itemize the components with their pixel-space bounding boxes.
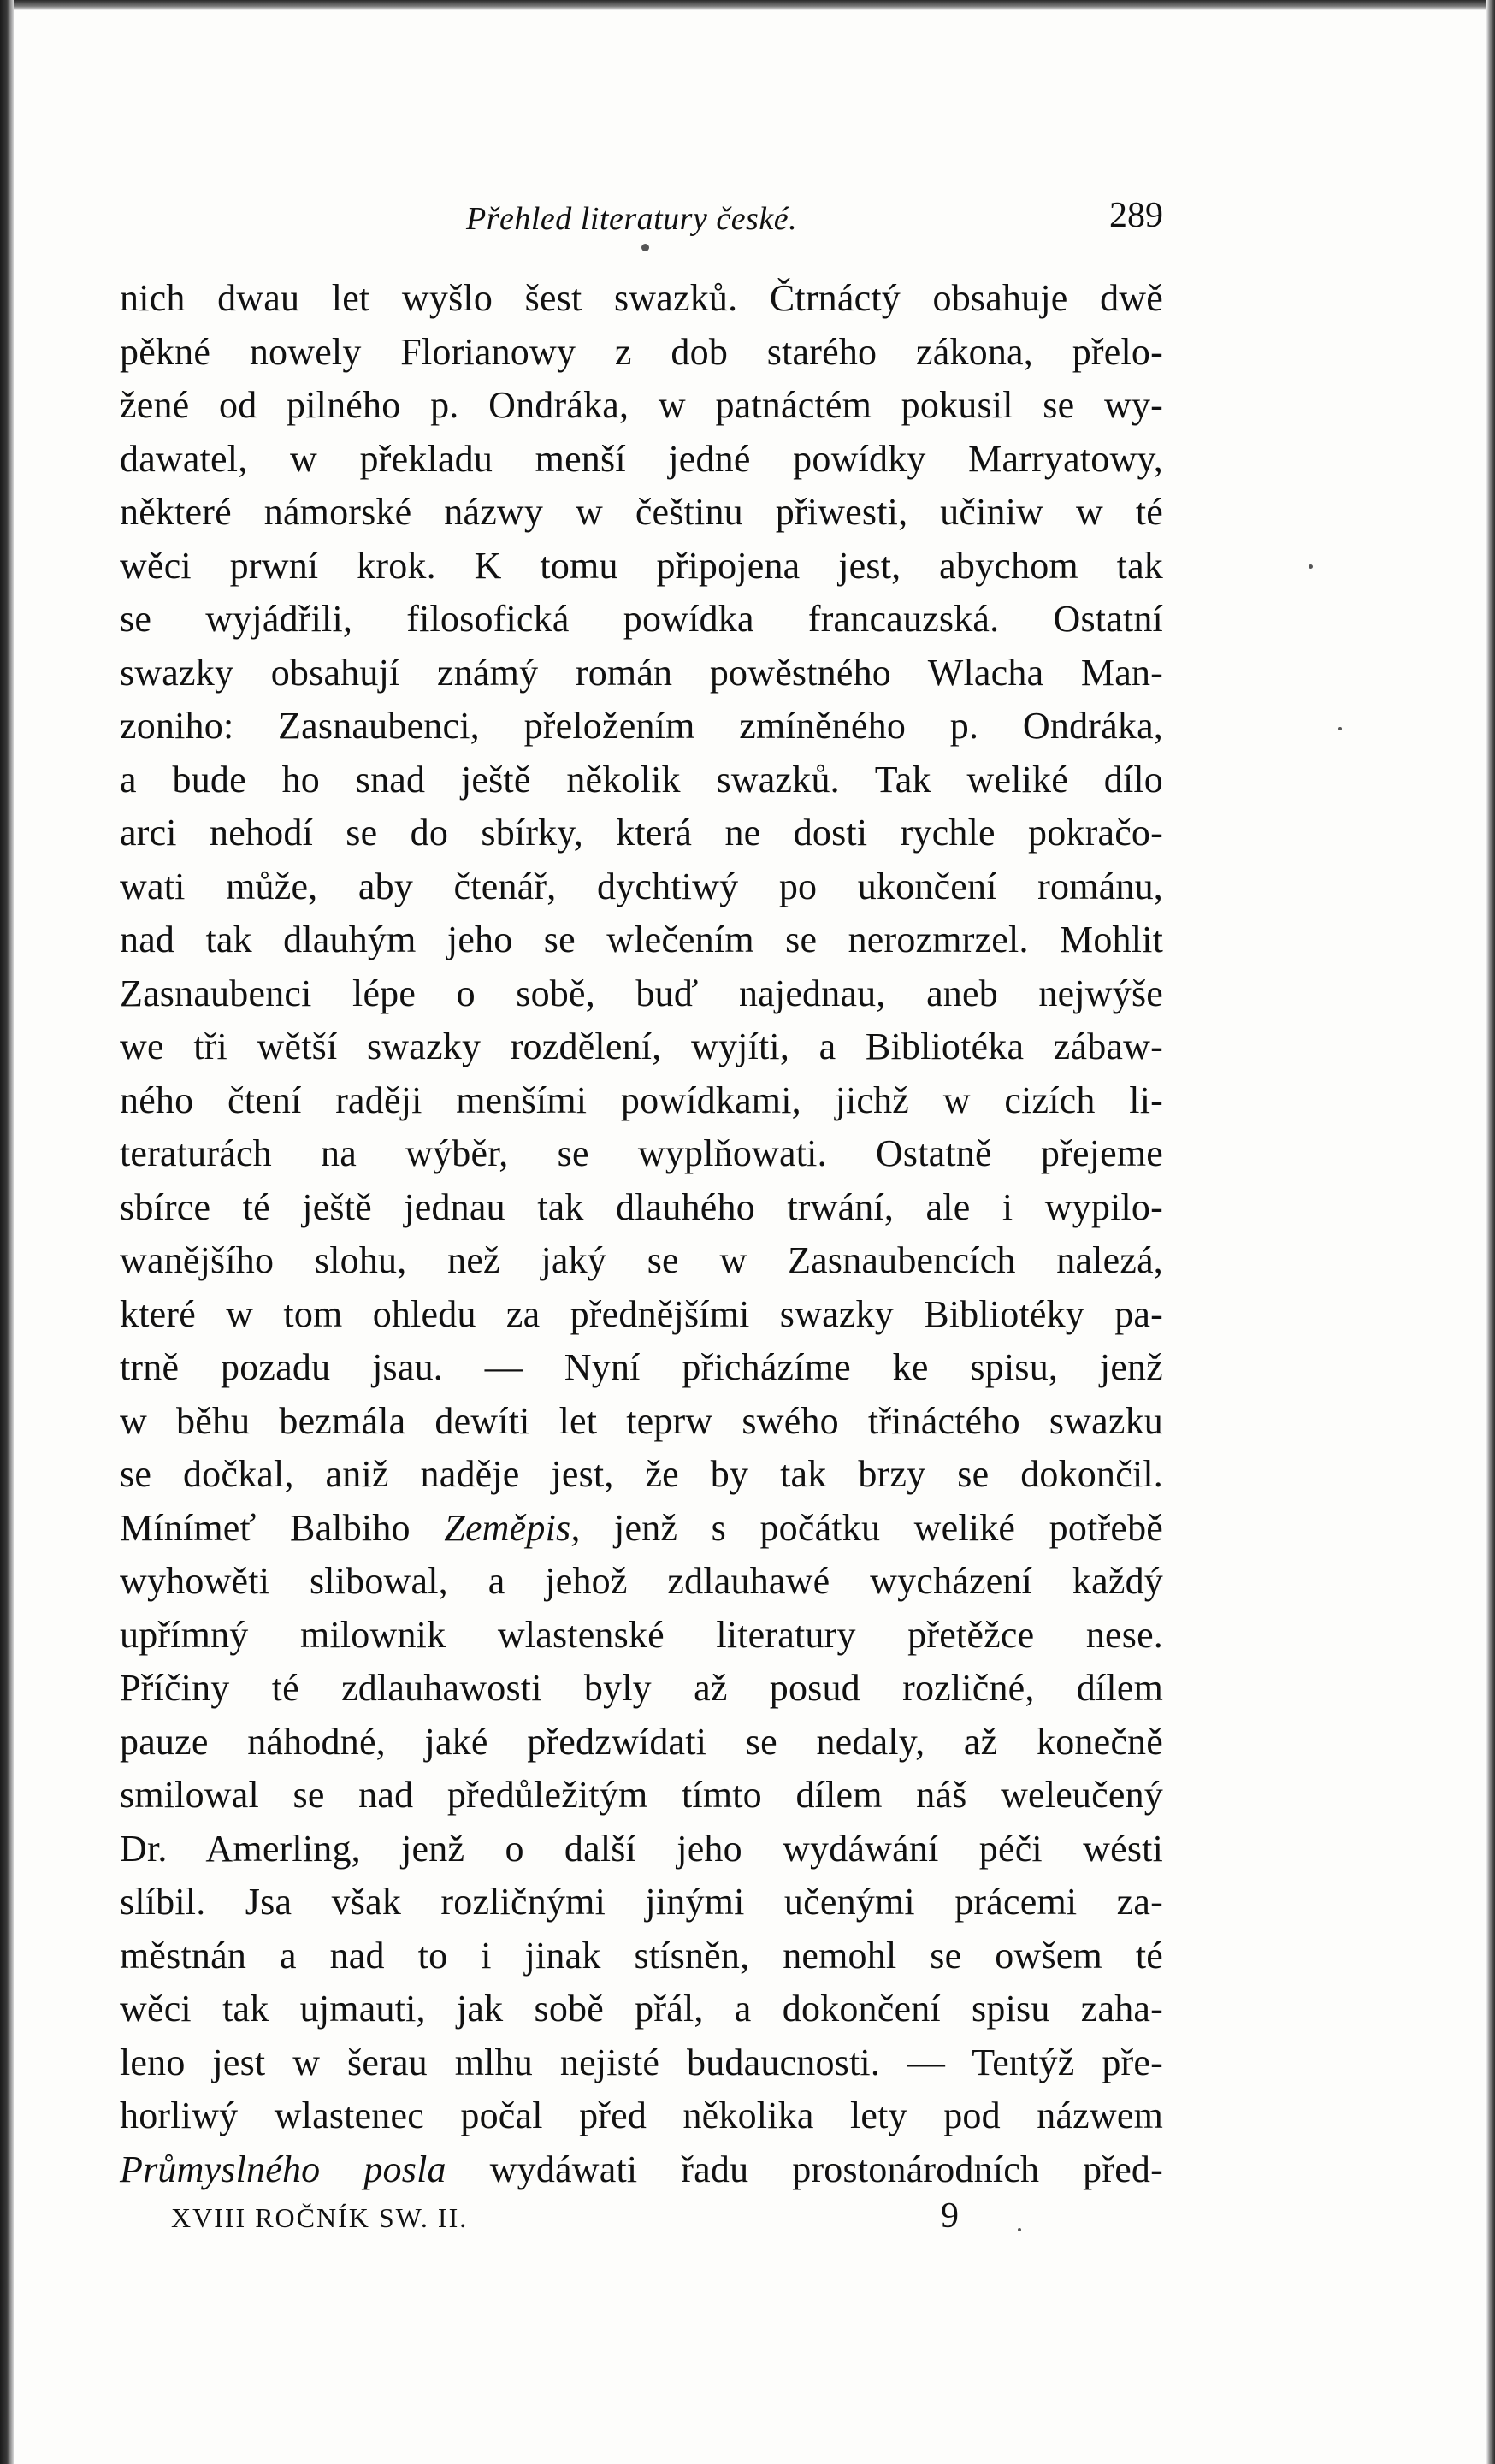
- text-line: Zasnaubenci lépe o sobě, buď najednau, aneb nejwýše: [120, 972, 1163, 1014]
- scan-border-top: [0, 0, 1495, 10]
- text-line: dawatel, w překladu menší jedné powídky Marryatowy,: [120, 437, 1163, 480]
- scan-border-right: [1486, 0, 1495, 2464]
- text-line: teraturách na wýběr, se wyplňowati. Ostatně přejeme: [120, 1132, 1163, 1174]
- text-line: wěci prwní krok. K tomu připojena jest, abychom tak: [120, 544, 1163, 587]
- text-line-with-italic: [120, 2143, 1163, 2197]
- text-line: slíbil. Jsa však rozličnými jinými učenými prácemi za-: [120, 1881, 1163, 1923]
- text-line: městnán a nad to i jinak stísněn, nemohl se owšem té: [120, 1934, 1163, 1977]
- text-line: we tři wětší swazky rozdělení, wyjíti, a Bibliotéka zábaw-: [120, 1025, 1163, 1067]
- page-footer: [171, 2196, 1026, 2254]
- text-line: horliwý wlastenec počal před několika lety pod názwem: [120, 2095, 1163, 2136]
- text-line: wěci tak ujmauti, jak sobě přál, a dokončení spisu zaha-: [120, 1988, 1163, 2030]
- running-title: Přehled literatury české.: [466, 201, 798, 237]
- text-line: žené od pilného p. Ondráka, w patnáctém pokusil se wy-: [120, 384, 1163, 426]
- text-line: ného čtení raději menšími powídkami, jichž w cizích li-: [120, 1078, 1163, 1121]
- text-line: Příčiny té zdlauhawosti byly až posud rozličné, dílem: [120, 1667, 1163, 1709]
- text-line: wanějšího slohu, než jaký se w Zasnaubencích nalezá,: [120, 1239, 1163, 1281]
- text-line: wyhowěti slibowal, a jehož zdlauhawé wycházení každý: [120, 1560, 1163, 1602]
- text-run: Mínímeť Balbiho: [120, 1506, 445, 1549]
- text-line: Dr. Amerling, jenž o další jeho wydáwání péči wésti: [120, 1827, 1163, 1870]
- printer-signature: XVIII ROČNÍK SW. II.: [171, 2202, 469, 2233]
- page-header: [120, 195, 1163, 255]
- text-line: swazky obsahují známý román powěstného Wlacha Man-: [120, 651, 1163, 694]
- text-line: a bude ho snad ještě několik swazků. Tak weliké dílo: [120, 758, 1163, 801]
- text-line: se dočkal, aniž naděje jest, že by tak brzy se dokončil.: [120, 1453, 1163, 1495]
- text-line: pěkné nowely Florianowy z dob starého zákona, přelo-: [120, 330, 1163, 373]
- text-line: wati může, aby čtenář, dychtiwý po ukončení románu,: [120, 865, 1163, 907]
- signature-mark: 9: [941, 2196, 959, 2236]
- text-line: zoniho: Zasnaubenci, přeložením zmíněného p. Ondráka,: [120, 705, 1163, 747]
- text-line: arci nehodí se do sbírky, která ne dosti rychle pokračo-: [120, 812, 1163, 854]
- text-line: trně pozadu jsau. — Nyní přicházíme ke spisu, jenž: [120, 1346, 1163, 1388]
- page-number: 289: [1109, 196, 1163, 235]
- scan-speck: [1309, 564, 1313, 569]
- italic-title: Zeměpis,: [444, 1506, 581, 1549]
- text-run: jenž s počátku weliké potřebě: [580, 1506, 1163, 1549]
- italic-title: Průmyslného posla: [120, 2148, 446, 2190]
- body-text: [120, 272, 1163, 2196]
- text-line: w běhu bezmála dewíti let teprw swého třináctého swazku: [120, 1399, 1163, 1442]
- text-run: wydáwati řadu prostonárodních před-: [446, 2148, 1163, 2190]
- text-line: některé námorské názwy w češtinu přiwesti, učiniw w té: [120, 491, 1163, 533]
- text-line: leno jest w šerau mlhu nejisté budaucnosti. — Tentýž pře-: [120, 2041, 1163, 2083]
- scan-speck: [1338, 727, 1342, 730]
- text-line: smilowal se nad předůležitým tímto dílem náš weleučený: [120, 1774, 1163, 1816]
- text-line: se wyjádřili, filosofická powídka francauzská. Ostatní: [120, 598, 1163, 640]
- text-line: nich dwau let wyšlo šest swazků. Čtrnáctý obsahuje dwě: [120, 277, 1163, 319]
- text-line: které w tom ohledu za přednějšími swazky Bibliotéky pa-: [120, 1292, 1163, 1335]
- text-line: upřímný milownik wlastenské literatury přetěžce nese.: [120, 1613, 1163, 1656]
- text-line: pauze náhodné, jaké předzwídati se nedaly, až konečně: [120, 1720, 1163, 1763]
- scan-border-left: [0, 0, 14, 2464]
- text-line-with-italic: [120, 1502, 1163, 1556]
- text-line: sbírce té ještě jednau tak dlauhého trwání, ale i wypilo-: [120, 1185, 1163, 1228]
- text-line: nad tak dlauhým jeho se wlečením se nerozmrzel. Mohlit: [120, 919, 1163, 960]
